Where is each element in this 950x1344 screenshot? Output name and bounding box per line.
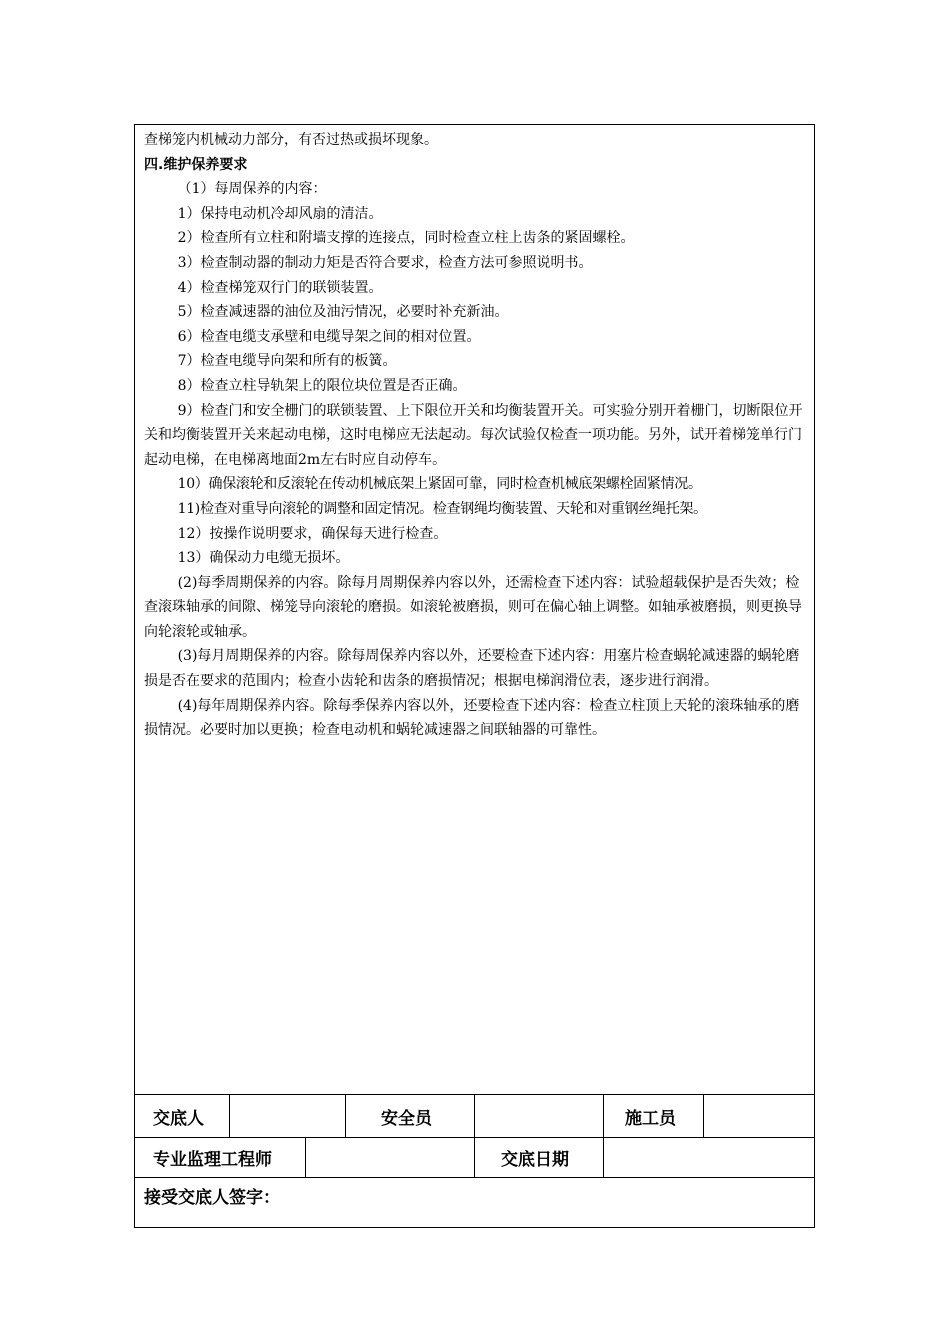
list-item: 9）检查门和安全栅门的联锁装置、上下限位开关和均衡装置开关。可实验分别开着栅门，切断限位开关和均衡装置开关来起动电梯，这时电梯应无法起动。每次试验仅检查一项功能。另外，试开着梯笼单行门起动电梯，在电梯离地面2m左右时应自动停车。 — [144, 402, 803, 468]
list-item: 10）确保滚轮和反滚轮在传动机械底架上紧固可靠，同时检查机械底架螺栓固紧情况。 — [177, 476, 702, 493]
date-field[interactable] — [605, 1138, 813, 1176]
constructor-field[interactable] — [705, 1096, 813, 1136]
section-heading: 四.维护保养要求 — [144, 156, 248, 173]
safety-officer-field[interactable] — [475, 1096, 603, 1136]
col-divider — [474, 1095, 475, 1177]
supervisor-field[interactable] — [307, 1138, 473, 1176]
yearly-paragraph: (4)每年周期保养内容。除每季保养内容以外，还要检查下述内容：检查立柱顶上天轮的滚珠轴承的磨损情况。必要时加以更换；检查电动机和蜗轮减速器之间联轴器的可靠性。 — [144, 697, 800, 739]
list-item: 12）按操作说明要求，确保每天进行检查。 — [177, 525, 448, 542]
list-item: 11)检查对重导向滚轮的调整和固定情况。检查钢绳均衡装置、天轮和对重钢丝绳托架。 — [177, 500, 707, 517]
constructor-label: 施工员 — [625, 1108, 676, 1129]
list-item: 4）检查梯笼双行门的联锁装置。 — [177, 279, 383, 296]
list-item: 7）检查电缆导向架和所有的板簧。 — [177, 353, 397, 370]
list-item: 5）检查减速器的油位及油污情况，必要时补充新油。 — [177, 304, 509, 321]
list-item: 1）保持电动机冷却风扇的清洁。 — [177, 205, 383, 222]
col-divider — [603, 1095, 604, 1177]
content-area — [135, 125, 814, 1095]
discloser-label: 交底人 — [153, 1108, 204, 1129]
row-divider — [135, 1177, 814, 1178]
monthly-paragraph: (3)每月周期保养的内容。除每周保养内容以外，还要检查下述内容：用塞片检查蜗轮减速器的蜗轮磨损是否在要求的范围内；检查小齿轮和齿条的磨损情况；根据电梯润滑位表，逐步进行润滑。 — [144, 648, 800, 690]
quarterly-paragraph: (2)每季周期保养的内容。除每月周期保养内容以外，还需检查下述内容：试验超载保护是否失效；检查滚珠轴承的间隙、梯笼导向滚轮的磨损。如滚轮被磨损，则可在偏心轴上调整。如轴承被磨损，则更换导向轮滚轮或轴承。 — [144, 574, 802, 640]
safety-officer-label: 安全员 — [381, 1108, 432, 1129]
list-item: 8）检查立柱导轨架上的限位块位置是否正确。 — [177, 377, 467, 394]
list-item: 6）检查电缆支承壁和电缆导架之间的相对位置。 — [177, 328, 481, 345]
list-item: 2）检查所有立柱和附墙支撑的连接点，同时检查立柱上齿条的紧固螺栓。 — [177, 230, 635, 247]
list-item: 13）确保动力电缆无损坏。 — [177, 550, 350, 567]
col-divider — [229, 1095, 230, 1137]
supervisor-label: 专业监理工程师 — [153, 1149, 272, 1170]
col-divider — [305, 1137, 306, 1177]
col-divider — [345, 1095, 346, 1137]
receiver-sign-field[interactable] — [435, 1178, 813, 1226]
discloser-field[interactable] — [231, 1096, 345, 1136]
continued-line: 查梯笼内机械动力部分，有否过热或损坏现象。 — [144, 132, 438, 148]
date-label: 交底日期 — [501, 1149, 569, 1170]
disclosure-form — [134, 124, 815, 1228]
receiver-sign-label: 接受交底人签字： — [144, 1188, 280, 1208]
weekly-title: （1）每周保养的内容： — [177, 181, 327, 198]
col-divider — [703, 1095, 704, 1137]
list-item: 3）检查制动器的制动力矩是否符合要求，检查方法可参照说明书。 — [177, 254, 593, 271]
